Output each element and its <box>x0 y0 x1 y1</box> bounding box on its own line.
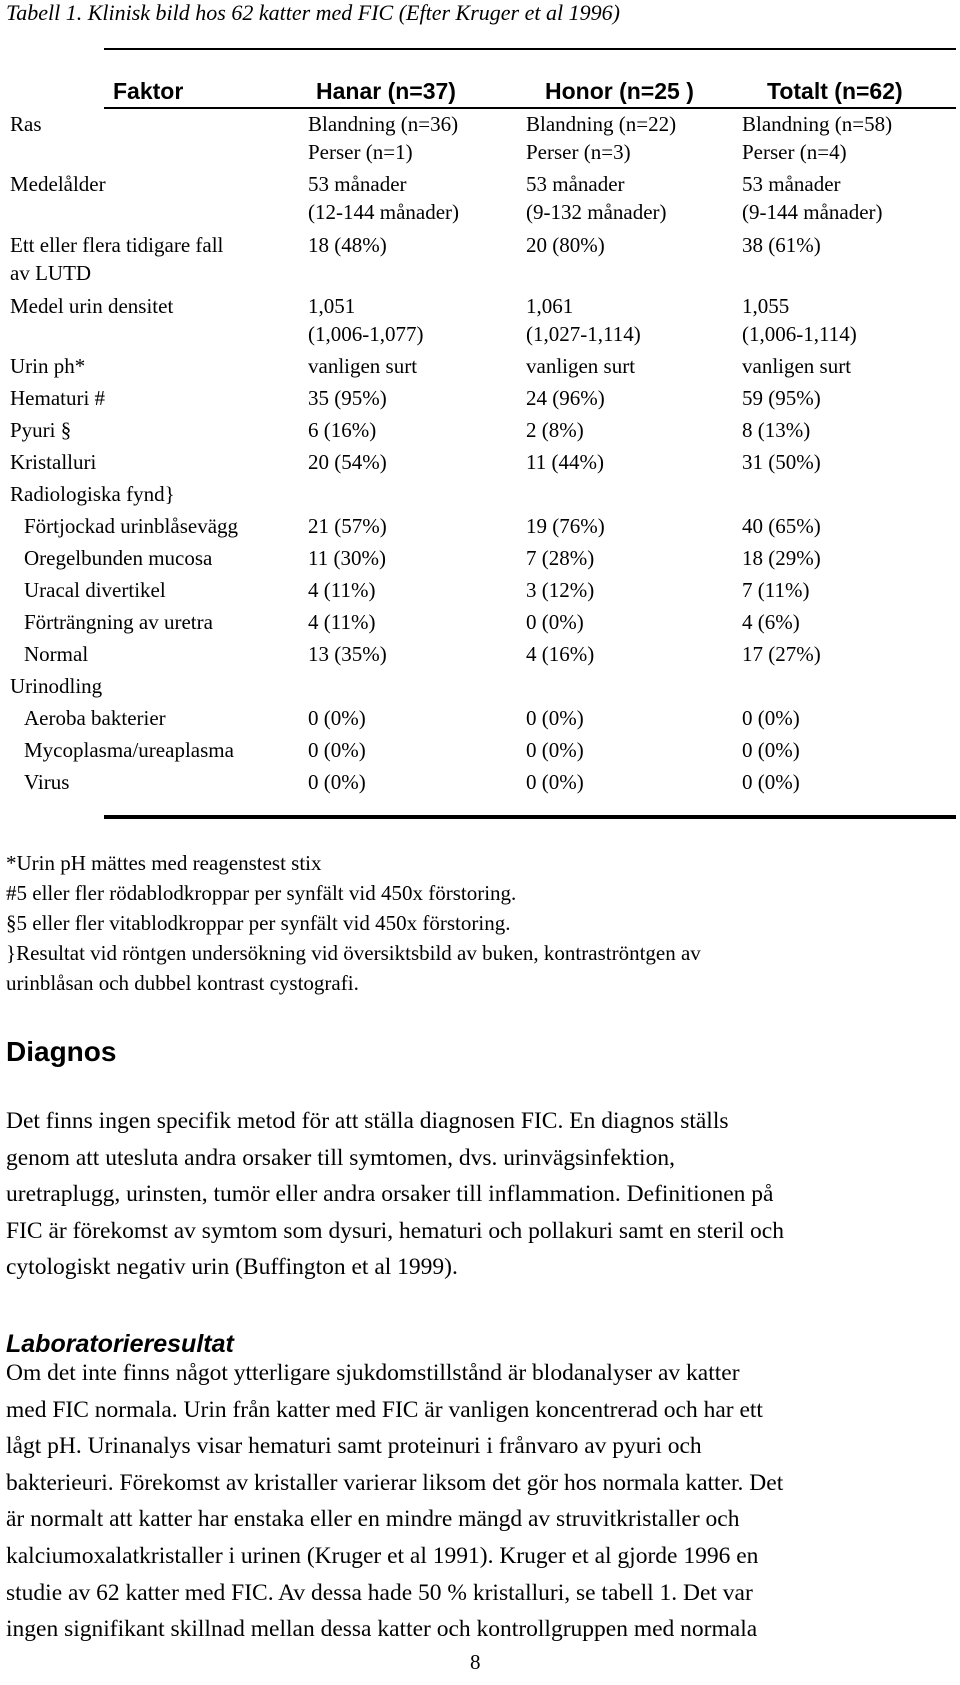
cell-totalt: 8 (13%) <box>742 418 811 442</box>
row-label: Förträngning av uretra <box>24 610 213 634</box>
paragraph-line: lågt pH. Urinanalys visar hematuri samt proteinuri i frånvaro av pyuri och <box>6 1433 702 1460</box>
paragraph-laboratorieresultat <box>6 1355 954 1648</box>
row-label: Urin ph* <box>10 354 86 378</box>
heading-diagnos: Diagnos <box>6 1036 117 1067</box>
cell-honor: 0 (0%) <box>526 610 584 634</box>
page-number: 8 <box>470 1650 481 1674</box>
cell-honor: (9-132 månader) <box>526 200 667 224</box>
cell-hanar: (1,006-1,077) <box>308 322 424 346</box>
cell-hanar: Blandning (n=36) <box>308 112 459 136</box>
table-caption: Tabell 1. Klinisk bild hos 62 katter med FIC (Efter Kruger et al 1996) <box>6 0 620 25</box>
cell-totalt: 40 (65%) <box>742 514 821 538</box>
row-label: Oregelbunden mucosa <box>24 546 213 570</box>
cell-honor: (1,027-1,114) <box>526 322 641 346</box>
cell-honor: 2 (8%) <box>526 418 584 442</box>
footnote-pyuri: §5 eller fler vitablodkroppar per synfält vid 450x förstoring. <box>6 911 511 935</box>
heading-laboratorieresultat: Laboratorieresultat <box>6 1330 234 1358</box>
cell-totalt: 1,055 <box>742 294 790 318</box>
row-label: Virus <box>24 770 70 794</box>
cell-honor: 53 månader <box>526 172 625 196</box>
row-label: Ras <box>10 112 42 136</box>
cell-hanar: 0 (0%) <box>308 770 366 794</box>
cell-honor: 3 (12%) <box>526 578 595 602</box>
table-header-rule <box>104 107 956 109</box>
footnote-radiologi: }Resultat vid röntgen undersökning vid översiktsbild av buken, kontraströntgen av <box>6 941 701 965</box>
cell-totalt: Blandning (n=58) <box>742 112 893 136</box>
cell-hanar: 4 (11%) <box>308 578 376 602</box>
paragraph-line: Det finns ingen specifik metod för att ställa diagnosen FIC. En diagnos ställs <box>6 1108 729 1134</box>
cell-honor: Blandning (n=22) <box>526 112 677 136</box>
cell-totalt: Perser (n=4) <box>742 140 847 164</box>
paragraph-line: studie av 62 katter med FIC. Av dessa hade 50 % kristalluri, se tabell 1. Det var <box>6 1579 753 1606</box>
cell-honor: 19 (76%) <box>526 514 605 538</box>
cell-hanar: 13 (35%) <box>308 642 387 666</box>
paragraph-line: uretraplugg, urinsten, tumör eller andra orsaker till inflammation. Definitionen på <box>6 1181 774 1208</box>
paragraph-line: FIC är förekomst av symtom som dysuri, hematuri och pollakuri samt en steril och <box>6 1217 784 1244</box>
row-label: Mycoplasma/ureaplasma <box>24 738 234 762</box>
row-label: Urinodling <box>10 674 103 698</box>
cell-totalt: 0 (0%) <box>742 706 800 730</box>
header-faktor: Faktor <box>113 78 184 104</box>
cell-honor: 0 (0%) <box>526 770 584 794</box>
cell-hanar: 0 (0%) <box>308 706 366 730</box>
table-bottom-rule <box>104 815 956 819</box>
cell-hanar: 18 (48%) <box>308 233 387 257</box>
footnote-radiologi-cont: urinblåsan och dubbel kontrast cystografi. <box>6 971 359 995</box>
cell-hanar: 6 (16%) <box>308 418 377 442</box>
footnote-hematuri: #5 eller fler rödablodkroppar per synfält vid 450x förstoring. <box>6 881 517 905</box>
cell-hanar: 11 (30%) <box>308 546 386 570</box>
cell-totalt: 17 (27%) <box>742 642 821 666</box>
table-top-rule <box>104 48 956 50</box>
row-label: av LUTD <box>10 261 92 285</box>
paragraph-line: Om det inte finns något ytterligare sjukdomstillstånd är blodanalyser av katter <box>6 1360 740 1386</box>
cell-totalt: vanligen surt <box>742 354 852 378</box>
paragraph-line: ingen signifikant skillnad mellan dessa katter och kontrollgruppen med normala <box>6 1616 758 1643</box>
row-label: Medel urin densitet <box>10 294 174 318</box>
cell-honor: 24 (96%) <box>526 386 605 410</box>
cell-totalt: (9-144 månader) <box>742 200 883 224</box>
header-totalt: Totalt (n=62) <box>767 78 903 104</box>
cell-totalt: 59 (95%) <box>742 386 821 410</box>
cell-hanar: vanligen surt <box>308 354 418 378</box>
paragraph-diagnos <box>6 1103 954 1286</box>
paragraph-line: cytologiskt negativ urin (Buffington et al 1999). <box>6 1254 458 1281</box>
paragraph-line: med FIC normala. Urin från katter med FIC är vanligen koncentrerad och har ett <box>6 1396 763 1423</box>
row-label: Ett eller flera tidigare fall <box>10 233 224 257</box>
cell-totalt: 31 (50%) <box>742 450 821 474</box>
cell-hanar: 4 (11%) <box>308 610 376 634</box>
row-label: Aeroba bakterier <box>24 706 166 730</box>
row-label: Förtjockad urinblåsevägg <box>24 514 239 538</box>
paragraph-line: är normalt att katter har enstaka eller en mindre mängd av struvitkristaller och <box>6 1506 740 1533</box>
row-label: Radiologiska fynd} <box>10 482 175 506</box>
cell-totalt: 0 (0%) <box>742 770 800 794</box>
row-label: Kristalluri <box>10 450 97 474</box>
cell-hanar: 35 (95%) <box>308 386 387 410</box>
paragraph-line: kalciumoxalatkristaller i urinen (Kruger et al 1991). Kruger et al gjorde 1996 en <box>6 1542 759 1569</box>
cell-hanar: 21 (57%) <box>308 514 387 538</box>
cell-totalt: 7 (11%) <box>742 578 810 602</box>
cell-honor: Perser (n=3) <box>526 140 631 164</box>
cell-hanar: 53 månader <box>308 172 407 196</box>
cell-honor: 0 (0%) <box>526 706 584 730</box>
cell-totalt: 53 månader <box>742 172 841 196</box>
cell-honor: 1,061 <box>526 294 574 318</box>
cell-totalt: 18 (29%) <box>742 546 821 570</box>
cell-hanar: 0 (0%) <box>308 738 366 762</box>
cell-hanar: Perser (n=1) <box>308 140 413 164</box>
cell-honor: 4 (16%) <box>526 642 595 666</box>
cell-totalt: 38 (61%) <box>742 233 821 257</box>
row-label: Pyuri § <box>10 418 72 442</box>
cell-totalt: 4 (6%) <box>742 610 800 634</box>
cell-totalt: (1,006-1,114) <box>742 322 857 346</box>
cell-totalt: 0 (0%) <box>742 738 800 762</box>
footnote-ph: *Urin pH mättes med reagenstest stix <box>6 851 322 875</box>
cell-honor: 0 (0%) <box>526 738 584 762</box>
row-label: Normal <box>24 642 89 666</box>
cell-hanar: 20 (54%) <box>308 450 387 474</box>
paragraph-line: genom att utesluta andra orsaker till symtomen, dvs. urinvägsinfektion, <box>6 1144 675 1171</box>
cell-honor: 7 (28%) <box>526 546 595 570</box>
header-honor: Honor (n=25 ) <box>545 78 694 104</box>
cell-honor: 20 (80%) <box>526 233 605 257</box>
cell-hanar: (12-144 månader) <box>308 200 460 224</box>
header-hanar: Hanar (n=37) <box>316 78 456 104</box>
cell-honor: 11 (44%) <box>526 450 604 474</box>
row-label: Uracal divertikel <box>24 578 166 602</box>
row-label: Medelålder <box>10 172 106 196</box>
row-label: Hematuri # <box>10 386 106 410</box>
paragraph-line: bakterieuri. Förekomst av kristaller varierar liksom det gör hos normala katter. Det <box>6 1469 784 1496</box>
cell-honor: vanligen surt <box>526 354 636 378</box>
cell-hanar: 1,051 <box>308 294 356 318</box>
